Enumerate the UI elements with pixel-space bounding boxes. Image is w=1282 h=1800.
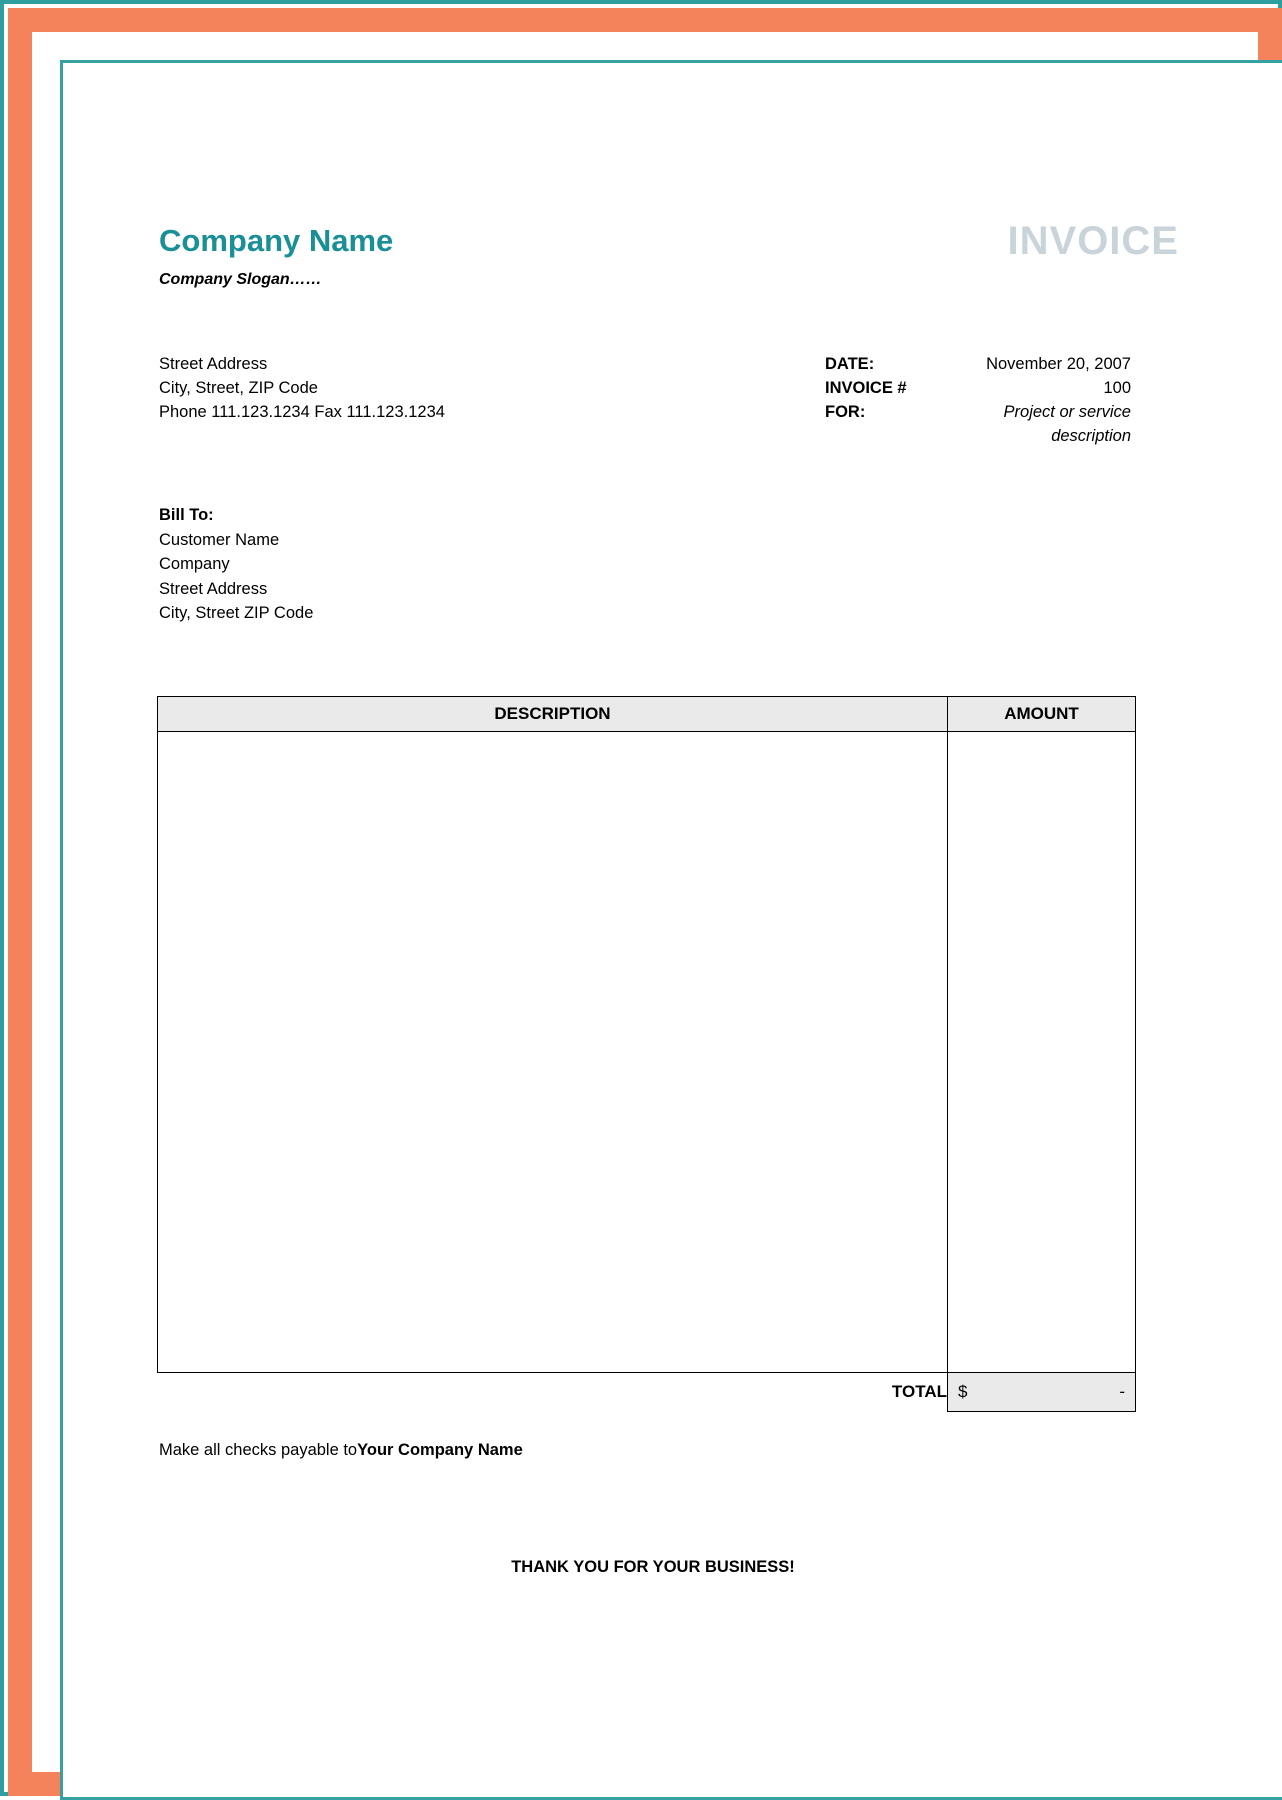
- line-items-table: [157, 696, 1136, 1412]
- invoice-title: INVOICE: [1007, 219, 1179, 263]
- column-header-description: DESCRIPTION: [158, 697, 948, 732]
- company-name: Company Name: [159, 223, 394, 258]
- invoice-number-value: 100: [1103, 379, 1131, 397]
- invoice-sheet: [60, 60, 1282, 1800]
- meta-row-for: [825, 400, 1131, 448]
- payable-prefix: Make all checks payable to: [159, 1441, 358, 1459]
- sender-street: Street Address: [159, 355, 268, 373]
- amount-cell[interactable]: [948, 732, 1136, 1373]
- total-currency-symbol: $: [958, 1382, 968, 1401]
- page-orange-border: [8, 8, 1282, 1796]
- date-value: November 20, 2007: [986, 355, 1131, 373]
- total-label: TOTAL: [891, 1382, 947, 1402]
- payable-note: [159, 1441, 523, 1460]
- bill-to-block: [159, 503, 659, 626]
- table-header-row: [158, 697, 1136, 732]
- sender-contact: Phone 111.123.1234 Fax 111.123.1234: [159, 403, 445, 421]
- bill-to-city-line: City, Street ZIP Code: [159, 604, 314, 622]
- for-label: FOR:: [825, 403, 866, 421]
- bill-to-name: Customer Name: [159, 530, 280, 549]
- thank-you-message: THANK YOU FOR YOUR BUSINESS!: [511, 1558, 795, 1576]
- sender-address-block: [159, 352, 699, 424]
- bill-to-street: Street Address: [159, 579, 268, 598]
- bill-to-title: Bill To:: [159, 506, 214, 524]
- description-cell[interactable]: [158, 732, 948, 1373]
- date-label: DATE:: [825, 355, 875, 373]
- sender-city-line: City, Street, ZIP Code: [159, 379, 318, 397]
- table-total-row: [158, 1373, 1136, 1412]
- invoice-number-label: INVOICE #: [825, 379, 907, 397]
- invoice-document: [63, 63, 1282, 1797]
- company-slogan: Company Slogan……: [159, 271, 322, 288]
- total-amount-value: -: [1119, 1382, 1125, 1401]
- meta-row-invoice-number: [825, 376, 1131, 400]
- bill-to-company: Company: [159, 555, 230, 573]
- column-header-amount: AMOUNT: [948, 697, 1136, 732]
- total-amount-cell: [948, 1373, 1136, 1412]
- payable-company-name: Your Company Name: [357, 1441, 523, 1459]
- table-row: [158, 732, 1136, 1373]
- invoice-header: [159, 219, 1179, 313]
- for-value: Project or service description: [1003, 403, 1131, 445]
- meta-row-date: [825, 352, 1131, 376]
- invoice-meta-block: [825, 352, 1131, 448]
